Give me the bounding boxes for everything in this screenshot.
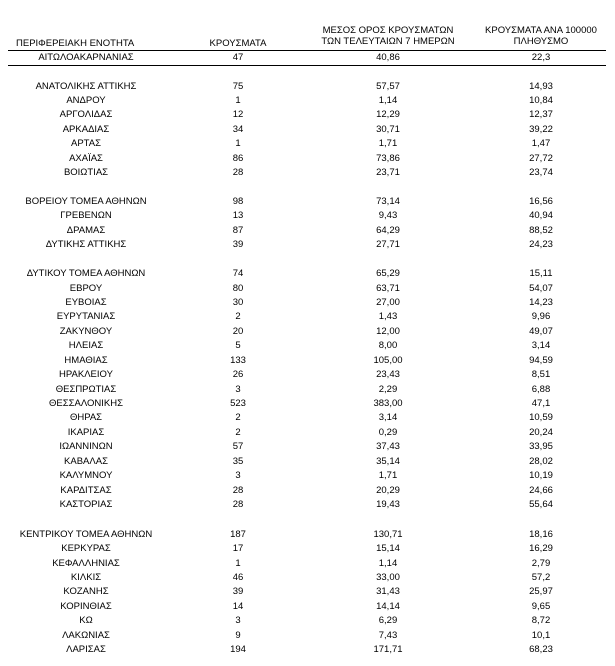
cases-value: 57 — [232, 441, 244, 452]
seven-day-average: 130,71 — [373, 529, 403, 540]
cases-per-100k: 14,93 — [529, 81, 553, 92]
table-row — [0, 137, 615, 151]
cases-value: 86 — [232, 153, 244, 164]
cases-per-100k: 23,74 — [529, 167, 553, 178]
header-per-capita — [470, 25, 612, 47]
table-row — [0, 108, 615, 122]
region-name: ΕΥΡΥΤΑΝΙΑΣ — [56, 311, 116, 322]
table-row — [0, 339, 615, 353]
cases-per-100k: 49,07 — [529, 326, 553, 337]
cases-value: 98 — [232, 196, 244, 207]
seven-day-average: 63,71 — [376, 283, 400, 294]
region-name: ΔΡΑΜΑΣ — [66, 225, 106, 236]
seven-day-average: 65,29 — [376, 268, 400, 279]
seven-day-average: 1,71 — [378, 470, 398, 481]
cases-per-100k: 28,02 — [529, 456, 553, 467]
cases-per-100k: 33,95 — [529, 441, 553, 452]
seven-day-average: 33,00 — [376, 572, 400, 583]
region-name: ΚΑΡΔΙΤΣΑΣ — [60, 485, 112, 496]
cases-per-100k: 22,3 — [531, 52, 551, 63]
table-row — [0, 542, 615, 556]
cases-value: 80 — [232, 283, 244, 294]
seven-day-average: 1,14 — [378, 95, 398, 106]
cases-per-100k: 94,59 — [529, 355, 553, 366]
region-name: ΚΩ — [79, 615, 93, 626]
region-name: ΛΑΡΙΣΑΣ — [66, 644, 106, 655]
seven-day-average: 30,71 — [376, 124, 400, 135]
table-row — [0, 310, 615, 324]
cases-per-100k: 2,79 — [531, 558, 551, 569]
region-name: ΚΑΣΤΟΡΙΑΣ — [59, 499, 113, 510]
cases-value: 9 — [235, 630, 241, 641]
region-name: ΚΙΛΚΙΣ — [70, 572, 102, 583]
cases-per-100k: 6,88 — [531, 384, 551, 395]
seven-day-average: 37,43 — [376, 441, 400, 452]
cases-per-100k: 55,64 — [529, 499, 553, 510]
cases-value: 46 — [232, 572, 244, 583]
seven-day-average: 1,71 — [378, 138, 398, 149]
table-row — [0, 528, 615, 542]
cases-value: 20 — [232, 326, 244, 337]
cases-per-100k: 10,59 — [529, 412, 553, 423]
row-divider — [8, 65, 606, 66]
region-name: ΔΥΤΙΚΟΥ ΤΟΜΕΑ ΑΘΗΝΩΝ — [26, 268, 146, 279]
table-row — [0, 484, 615, 498]
table-row — [0, 643, 615, 657]
table-row — [0, 571, 615, 585]
seven-day-average: 73,86 — [376, 153, 400, 164]
seven-day-average: 19,43 — [376, 499, 400, 510]
table-row — [0, 325, 615, 339]
seven-day-average: 57,57 — [376, 81, 400, 92]
cases-per-100k: 54,07 — [529, 283, 553, 294]
cases-value: 87 — [232, 225, 244, 236]
region-name: ΚΕΡΚΥΡΑΣ — [61, 543, 111, 554]
region-name: ΗΜΑΘΙΑΣ — [64, 355, 108, 366]
table-row — [0, 282, 615, 296]
cases-per-100k: 47,1 — [531, 398, 551, 409]
seven-day-average: 171,71 — [373, 644, 403, 655]
region-name: ΔΥΤΙΚΗΣ ΑΤΤΙΚΗΣ — [45, 239, 127, 250]
header-avg — [318, 25, 458, 47]
table-row — [0, 354, 615, 368]
region-name: ΘΗΡΑΣ — [69, 412, 103, 423]
cases-per-100k: 25,97 — [529, 586, 553, 597]
table-row — [0, 80, 615, 94]
header-region: ΠΕΡΙΦΕΡΕΙΑΚΗ ΕΝΟΤΗΤΑ — [16, 38, 135, 49]
seven-day-average: 23,71 — [376, 167, 400, 178]
table-row — [0, 557, 615, 571]
seven-day-average: 73,14 — [376, 196, 400, 207]
region-name: ΑΝΔΡΟΥ — [66, 95, 106, 106]
table-row — [0, 455, 615, 469]
cases-per-100k: 10,84 — [529, 95, 553, 106]
region-name: ΑΡΓΟΛΙΔΑΣ — [59, 109, 113, 120]
cases-value: 2 — [235, 412, 241, 423]
cases-value: 28 — [232, 167, 244, 178]
seven-day-average: 12,29 — [376, 109, 400, 120]
seven-day-average: 64,29 — [376, 225, 400, 236]
seven-day-average: 27,00 — [376, 297, 400, 308]
region-name: ΑΧΑΪΑΣ — [69, 153, 103, 164]
header-avg-line2: ΤΩΝ ΤΕΛΕΥΤΑΙΩΝ 7 ΗΜΕΡΩΝ — [321, 36, 455, 47]
seven-day-average: 20,29 — [376, 485, 400, 496]
seven-day-average: 7,43 — [378, 630, 398, 641]
header-avg-line1: ΜΕΣΟΣ ΟΡΟΣ ΚΡΟΥΣΜΑΤΩΝ — [322, 25, 454, 36]
table-row — [0, 195, 615, 209]
header-cases: ΚΡΟΥΣΜΑΤΑ — [209, 38, 267, 49]
seven-day-average: 14,14 — [376, 601, 400, 612]
cases-per-100k: 1,47 — [531, 138, 551, 149]
cases-per-100k: 8,72 — [531, 615, 551, 626]
seven-day-average: 1,14 — [378, 558, 398, 569]
table-row — [0, 440, 615, 454]
cases-value: 1 — [235, 558, 241, 569]
seven-day-average: 27,71 — [376, 239, 400, 250]
region-name: ΙΩΑΝΝΙΝΩΝ — [59, 441, 113, 452]
cases-value: 28 — [232, 499, 244, 510]
cases-value: 3 — [235, 384, 241, 395]
cases-value: 2 — [235, 427, 241, 438]
cases-value: 74 — [232, 268, 244, 279]
cases-value: 47 — [232, 52, 244, 63]
cases-per-100k: 16,29 — [529, 543, 553, 554]
cases-per-100k: 10,19 — [529, 470, 553, 481]
seven-day-average: 8,00 — [378, 340, 398, 351]
cases-value: 5 — [235, 340, 241, 351]
cases-value: 28 — [232, 485, 244, 496]
cases-value: 75 — [232, 81, 244, 92]
cases-per-100k: 24,66 — [529, 485, 553, 496]
header-per-line1: ΚΡΟΥΣΜΑΤΑ ΑΝΑ 100000 — [485, 25, 597, 36]
cases-value: 12 — [232, 109, 244, 120]
table-row — [0, 411, 615, 425]
seven-day-average: 15,14 — [376, 543, 400, 554]
seven-day-average: 105,00 — [373, 355, 403, 366]
cases-value: 13 — [232, 210, 244, 221]
table-row — [0, 629, 615, 643]
table-row — [0, 368, 615, 382]
cases-per-100k: 88,52 — [529, 225, 553, 236]
seven-day-average: 23,43 — [376, 369, 400, 380]
cases-per-100k: 15,11 — [529, 268, 553, 279]
table-row — [0, 166, 615, 180]
seven-day-average: 383,00 — [373, 398, 403, 409]
cases-per-100k: 27,72 — [529, 153, 553, 164]
region-name: ΒΟΙΩΤΙΑΣ — [63, 167, 109, 178]
cases-value: 39 — [232, 239, 244, 250]
seven-day-average: 9,43 — [378, 210, 398, 221]
cases-per-100k: 8,51 — [531, 369, 551, 380]
table-row — [0, 397, 615, 411]
region-name: ΘΕΣΣΑΛΟΝΙΚΗΣ — [49, 398, 123, 409]
table-row — [0, 469, 615, 483]
region-name: ΛΑΚΩΝΙΑΣ — [62, 630, 110, 641]
cases-value: 187 — [230, 529, 246, 540]
seven-day-average: 35,14 — [376, 456, 400, 467]
cases-value: 1 — [235, 138, 241, 149]
region-name: ΑΡΤΑΣ — [71, 138, 101, 149]
cases-per-100k: 9,96 — [531, 311, 551, 322]
cases-value: 194 — [230, 644, 246, 655]
region-name: ΑΡΚΑΔΙΑΣ — [62, 124, 110, 135]
region-name: ΕΥΒΟΙΑΣ — [65, 297, 107, 308]
seven-day-average: 2,29 — [378, 384, 398, 395]
cases-value: 17 — [232, 543, 244, 554]
seven-day-average: 0,29 — [378, 427, 398, 438]
seven-day-average: 31,43 — [376, 586, 400, 597]
table-row — [0, 152, 615, 166]
table-row — [0, 51, 615, 65]
cases-value: 3 — [235, 470, 241, 481]
table-row — [0, 498, 615, 512]
region-name: ΑΝΑΤΟΛΙΚΗΣ ΑΤΤΙΚΗΣ — [35, 81, 137, 92]
cases-per-100k: 14,23 — [529, 297, 553, 308]
cases-per-100k: 10,1 — [531, 630, 551, 641]
table-row — [0, 296, 615, 310]
cases-per-100k: 12,37 — [529, 109, 553, 120]
cases-value: 26 — [232, 369, 244, 380]
cases-value: 39 — [232, 586, 244, 597]
region-name: ΒΟΡΕΙΟΥ ΤΟΜΕΑ ΑΘΗΝΩΝ — [25, 196, 147, 207]
region-name: ΗΡΑΚΛΕΙΟΥ — [59, 369, 113, 380]
cases-value: 35 — [232, 456, 244, 467]
region-name: ΓΡΕΒΕΝΩΝ — [60, 210, 112, 221]
cases-value: 14 — [232, 601, 244, 612]
cases-value: 30 — [232, 297, 244, 308]
table-row — [0, 600, 615, 614]
table-row — [0, 383, 615, 397]
table-row — [0, 209, 615, 223]
table-row — [0, 585, 615, 599]
region-name: ΗΛΕΙΑΣ — [68, 340, 104, 351]
cases-per-100k: 68,23 — [529, 644, 553, 655]
region-name: ΚΑΛΥΜΝΟΥ — [59, 470, 113, 481]
cases-per-100k: 24,23 — [529, 239, 553, 250]
cases-value: 34 — [232, 124, 244, 135]
region-name: ΚΟΡΙΝΘΙΑΣ — [60, 601, 112, 612]
cases-per-100k: 3,14 — [531, 340, 551, 351]
seven-day-average: 40,86 — [376, 52, 400, 63]
cases-per-100k: 57,2 — [531, 572, 551, 583]
region-name: ΚΕΦΑΛΛΗΝΙΑΣ — [52, 558, 120, 569]
region-name: ΚΕΝΤΡΙΚΟΥ ΤΟΜΕΑ ΑΘΗΝΩΝ — [19, 529, 153, 540]
table-row — [0, 267, 615, 281]
region-name: ΕΒΡΟΥ — [69, 283, 103, 294]
cases-per-100k: 20,24 — [529, 427, 553, 438]
region-name: ΚΟΖΑΝΗΣ — [63, 586, 109, 597]
cases-value: 133 — [230, 355, 246, 366]
cases-per-100k: 16,56 — [529, 196, 553, 207]
region-name: ΘΕΣΠΡΩΤΙΑΣ — [55, 384, 117, 395]
table-row — [0, 224, 615, 238]
cases-value: 3 — [235, 615, 241, 626]
table-row — [0, 94, 615, 108]
cases-value: 1 — [235, 95, 241, 106]
table-row — [0, 614, 615, 628]
cases-value: 523 — [230, 398, 246, 409]
header-per-line2: ΠΛΗΘΥΣΜΟ — [513, 36, 569, 47]
table-row — [0, 123, 615, 137]
cases-per-100k: 40,94 — [529, 210, 553, 221]
cases-per-100k: 39,22 — [529, 124, 553, 135]
seven-day-average: 12,00 — [376, 326, 400, 337]
region-name: ΚΑΒΑΛΑΣ — [64, 456, 108, 467]
cases-per-100k: 18,16 — [529, 529, 553, 540]
table-row — [0, 426, 615, 440]
region-name: ΑΙΤΩΛΟΑΚΑΡΝΑΝΙΑΣ — [38, 52, 134, 63]
seven-day-average: 3,14 — [378, 412, 398, 423]
region-name: ΖΑΚΥΝΘΟΥ — [59, 326, 113, 337]
cases-value: 2 — [235, 311, 241, 322]
cases-per-100k: 9,65 — [531, 601, 551, 612]
seven-day-average: 1,43 — [378, 311, 398, 322]
region-name: ΙΚΑΡΙΑΣ — [67, 427, 105, 438]
seven-day-average: 6,29 — [378, 615, 398, 626]
table-row — [0, 238, 615, 252]
